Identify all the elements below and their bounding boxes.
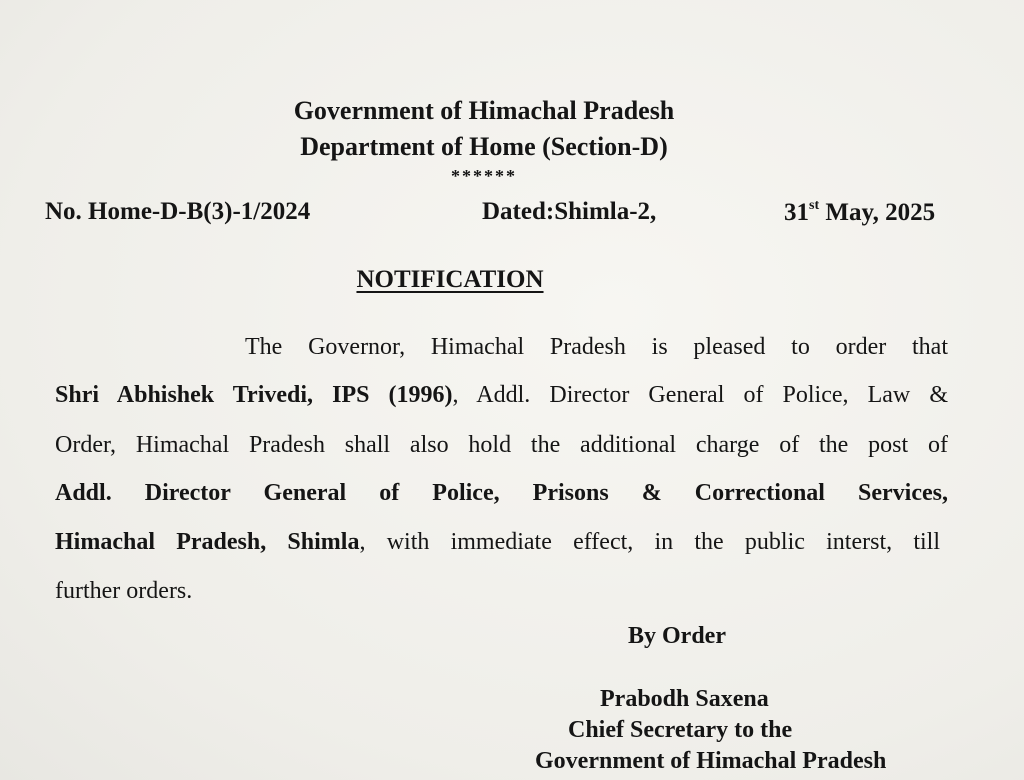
signatory-title-line-2: Government of Himachal Pradesh — [535, 748, 887, 774]
by-order: By Order — [628, 623, 726, 649]
reference-number: No. Home-D-B(3)-1/2024 — [45, 198, 311, 225]
reference-date — [784, 198, 935, 227]
body-line-2-rest: , Addl. Director General of Police, Law & — [452, 382, 949, 408]
date-day-suffix: st — [809, 198, 820, 213]
body-line-3: Order, Himachal Pradesh shall also hold the additional charge of the post of — [55, 432, 948, 458]
signatory-title-line-1: Chief Secretary to the — [568, 717, 793, 743]
header-government: Government of Himachal Pradesh — [293, 96, 675, 125]
notification-title: NOTIFICATION — [356, 266, 544, 293]
signatory-name: Prabodh Saxena — [600, 686, 769, 712]
body-line-5-rest: , with immediate effect, in the public interst, till — [359, 529, 940, 555]
body-line-6: further orders. — [55, 578, 193, 604]
post-location: Himachal Pradesh, Shimla — [55, 529, 360, 555]
officer-name: Shri Abhishek Trivedi, IPS (1996) — [55, 382, 453, 408]
reference-dated: Dated:Shimla-2, — [482, 198, 657, 225]
header-separator: ****** — [451, 166, 517, 186]
header-department: Department of Home (Section-D) — [300, 132, 668, 161]
date-month-year: May, 2025 — [825, 199, 936, 226]
body-line-4: Addl. Director General of Police, Prisons & Correctional Services, — [55, 480, 948, 506]
body-line-5 — [55, 527, 940, 557]
date-day: 31 — [784, 199, 809, 226]
body-line-2 — [55, 380, 948, 410]
body-line-1: The Governor, Himachal Pradesh is pleased to order that — [245, 334, 948, 360]
